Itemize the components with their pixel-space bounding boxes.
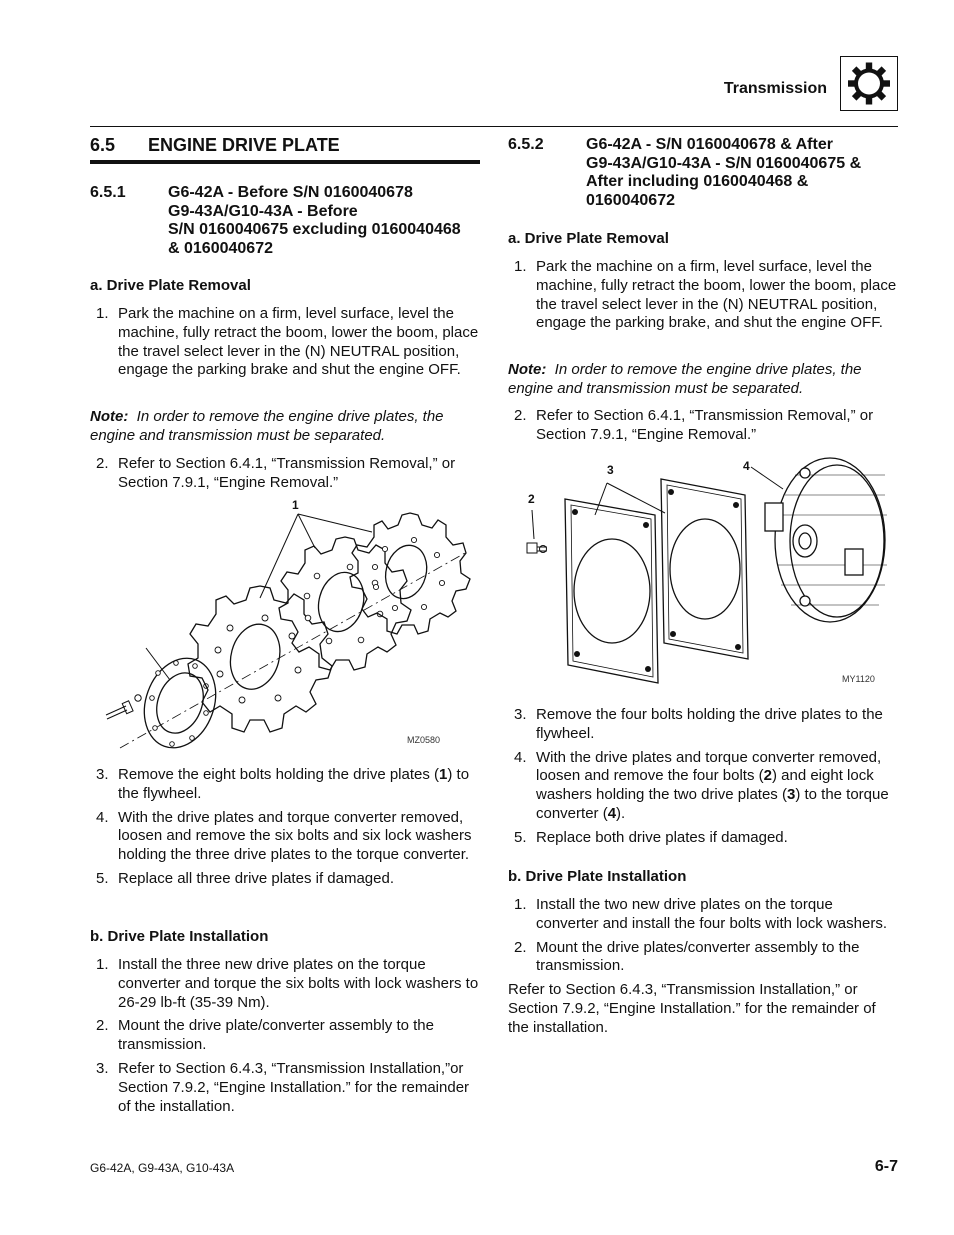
- left-removal-step-2: [90, 455, 480, 493]
- step-number: 2.: [96, 1017, 109, 1035]
- step-text: ) to the torque converter (: [536, 786, 889, 822]
- note-text: In order to remove the engine drive plates, the engine and transmission must be separated.: [90, 408, 444, 444]
- subsection-line: S/N 0160040675 excluding 0160040468: [168, 221, 461, 239]
- subsection-number: 6.5.2: [508, 136, 544, 153]
- step-text: ).: [616, 804, 626, 822]
- step-text: Install the two new drive plates on the torque converter and install the four bolts with lock washers.: [536, 896, 887, 932]
- section-heading: [90, 135, 480, 157]
- removal-heading: a. Drive Plate Removal: [90, 277, 251, 294]
- callout-4: 4: [743, 459, 750, 473]
- step-text: Remove the four bolts holding the drive plates to the flywheel.: [536, 706, 883, 742]
- callout-ref: 1: [439, 766, 448, 783]
- subsection-heading-6-5-2: [508, 136, 908, 210]
- section-rule: [90, 160, 480, 164]
- section-title: ENGINE DRIVE PLATE: [148, 135, 340, 155]
- step-text: Refer to Section 6.4.1, “Transmission Removal,” or Section 7.9.1, “Engine Removal.”: [118, 455, 456, 491]
- step-number: 4.: [96, 808, 109, 826]
- callout-ref: 4: [607, 804, 617, 822]
- right-removal-step-1: [508, 258, 898, 333]
- callout-2: 2: [528, 492, 535, 506]
- subsection-line: After including 0160040468 &: [586, 173, 809, 191]
- step-text: Park the machine on a firm, level surface, level the machine, fully retract the boom, lower the boom, place the travel select lever in the (N) NEUTRAL position, engage the parking brake, and shut the engine OFF.: [536, 258, 897, 332]
- step-number: 2.: [514, 938, 527, 956]
- figure-drive-plates-my1120: [515, 455, 895, 690]
- step-text: ) and eight lock washers holding the two drive plates (: [536, 767, 874, 804]
- step-text: Refer to Section 6.4.3, “Transmission Installation,”or Section 7.9.2, “Engine Installation.” for the remainder of the installation.: [118, 1059, 470, 1115]
- right-removal-steps-3-5: [508, 706, 898, 848]
- subsection-line: & 0160040672: [168, 239, 273, 257]
- subsection-line: G6-42A - Before S/N 0160040678: [168, 184, 413, 201]
- right-note: [508, 361, 898, 399]
- gear-icon: [840, 56, 898, 111]
- right-removal-step-2: [508, 407, 898, 445]
- footer-models: G6-42A, G9-43A, G10-43A: [90, 1161, 235, 1175]
- step-text: Replace all three drive plates if damaged.: [118, 869, 394, 887]
- step-text: Replace both drive plates if damaged.: [536, 828, 788, 846]
- step-text: Refer to Section 6.4.1, “Transmission Removal,” or Section 7.9.1, “Engine Removal.”: [536, 407, 874, 443]
- step-number: 3.: [96, 1059, 109, 1077]
- left-installation-steps: [90, 956, 480, 1116]
- step-number: 2.: [514, 407, 527, 424]
- step-number: 5.: [96, 869, 109, 887]
- step-number: 1.: [514, 896, 527, 913]
- step-text: Install the three new drive plates on the torque converter and torque the six bolts with lock washers to 26-29 lb-ft (35-39 Nm).: [118, 956, 479, 1011]
- page-number: 6-7: [874, 1158, 898, 1175]
- left-removal-step-1: [90, 305, 480, 380]
- step-text: Remove the eight bolts holding the drive plates (: [118, 766, 440, 783]
- step-text: Park the machine on a firm, level surface, level the machine, fully retract the boom, lower the boom, place the travel select lever in the (N) NEUTRAL position, engage the parking brake and shut the engine OFF.: [118, 305, 479, 379]
- subsection-number: 6.5.1: [90, 184, 126, 201]
- note-label: Note:: [508, 361, 547, 378]
- figure-code: MZ0580: [407, 735, 441, 745]
- figure-code: MY1120: [842, 674, 875, 684]
- subsection-line: G6-42A - S/N 0160040678 & After: [586, 136, 833, 153]
- subsection-line: G9-43A/G10-43A - Before: [168, 202, 358, 220]
- subsection-heading-6-5-1: [90, 184, 490, 258]
- removal-heading: a. Drive Plate Removal: [508, 230, 669, 247]
- left-removal-steps-3-5: [90, 766, 480, 889]
- step-number: 3.: [514, 706, 527, 723]
- step-number: 4.: [514, 748, 527, 766]
- header-rule: [90, 126, 898, 127]
- step-text: Mount the drive plate/converter assembly to the transmission.: [118, 1017, 434, 1054]
- step-text: ) to the flywheel.: [118, 766, 470, 802]
- note-text: In order to remove the engine drive plates, the engine and transmission must be separated.: [508, 361, 862, 397]
- step-number: 3.: [96, 766, 109, 783]
- note-label: Note:: [90, 408, 129, 425]
- step-number: 1.: [96, 305, 109, 322]
- callout-3: 3: [607, 463, 614, 477]
- step-number: 5.: [514, 828, 527, 846]
- step-number: 1.: [514, 258, 527, 275]
- section-number: 6.5: [90, 135, 116, 155]
- left-note: [90, 408, 480, 446]
- step-number: 1.: [96, 956, 109, 973]
- callout-ref: 3: [786, 786, 796, 804]
- step-text: With the drive plates and torque converter removed, loosen and remove the four bolts (: [536, 748, 882, 785]
- step-number: 2.: [96, 455, 109, 472]
- installation-heading: b. Drive Plate Installation: [508, 868, 687, 885]
- subsection-line: G9-43A/G10-43A - S/N 0160040675 &: [586, 154, 862, 172]
- installation-heading: b. Drive Plate Installation: [90, 928, 269, 945]
- callout-ref: 2: [763, 767, 772, 785]
- closing-paragraph: Refer to Section 6.4.3, “Transmission Installation,” or Section 7.9.2, “Engine Installation.” for the remainder of the installation.: [508, 981, 876, 1036]
- figure-drive-plates-mz0580: [100, 498, 480, 756]
- subsection-line: 0160040672: [586, 191, 675, 209]
- step-text: Mount the drive plates/converter assembly to the transmission.: [536, 938, 860, 975]
- step-text: With the drive plates and torque converter removed, loosen and remove the six bolts and six lock washers holding the three drive plates to the torque converter.: [118, 808, 472, 864]
- callout-1: 1: [292, 498, 299, 512]
- running-header-title: Transmission: [723, 80, 827, 97]
- right-installation-steps: [508, 896, 898, 1038]
